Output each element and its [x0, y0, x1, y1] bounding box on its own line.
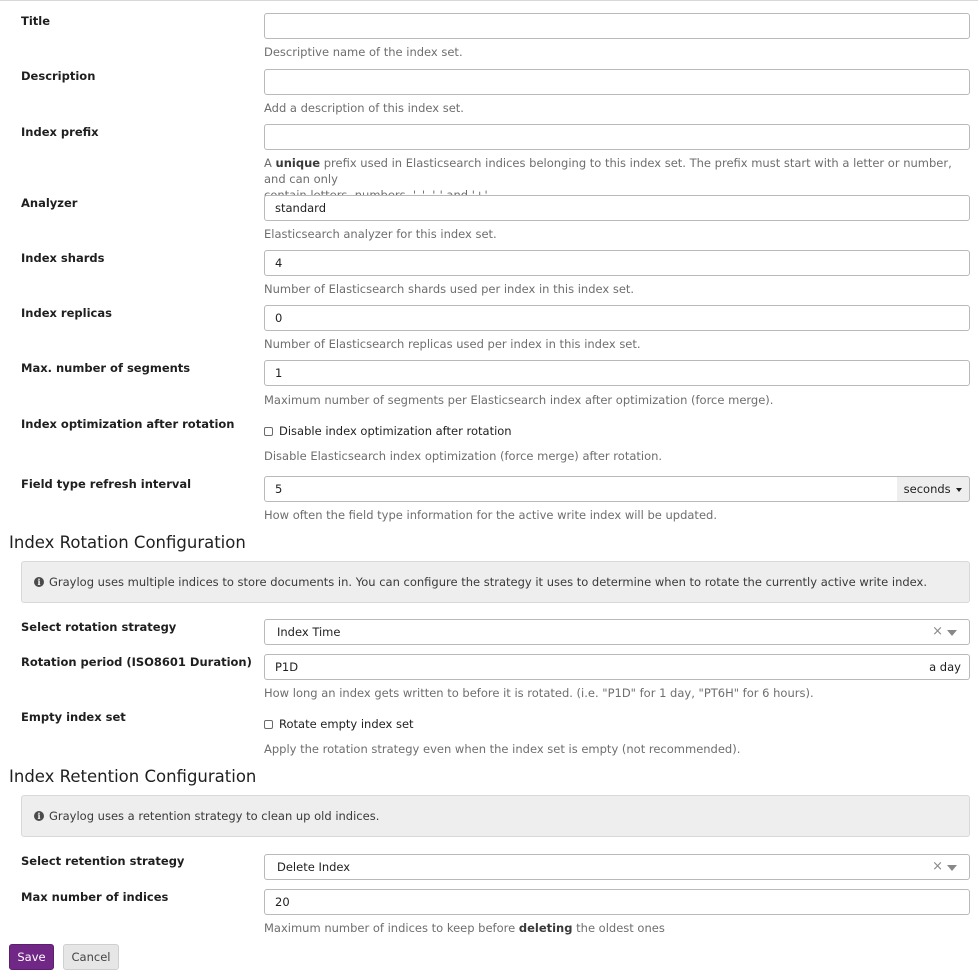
description-label: Description: [21, 69, 96, 83]
rotation-period-addon: a day: [921, 654, 970, 680]
max-indices-help: Maximum number of indices to keep before deleting the oldest ones: [264, 921, 665, 935]
refresh-unit-label: seconds: [903, 482, 951, 496]
index-prefix-input[interactable]: [264, 124, 970, 150]
index-shards-input[interactable]: 4: [264, 250, 970, 276]
disable-optimization-checkbox[interactable]: [264, 427, 273, 436]
rotation-period-help: How long an index gets written to before it is rotated. (i.e. "P1D" for 1 day, "PT6H" for 6 hours).: [264, 686, 814, 700]
max-segments-input[interactable]: 1: [264, 360, 970, 386]
rotation-info-text: Graylog uses multiple indices to store documents in. You can configure the strategy it uses to determine when to rotate the currently active write index.: [49, 575, 928, 589]
disable-optimization-checkbox-label: Disable index optimization after rotation: [279, 424, 512, 438]
index-replicas-label: Index replicas: [21, 306, 112, 320]
disable-optimization-checkbox-row[interactable]: [264, 424, 512, 438]
field-type-refresh-label: Field type refresh interval: [21, 477, 192, 491]
description-help: Add a description of this index set.: [264, 101, 464, 115]
max-segments-label: Max. number of segments: [21, 361, 191, 375]
rotation-period-label: Rotation period (ISO8601 Duration): [21, 655, 252, 669]
retention-strategy-value: Delete Index: [277, 860, 351, 874]
title-label: Title: [21, 14, 51, 28]
analyzer-help: Elasticsearch analyzer for this index set.: [264, 227, 497, 241]
field-type-refresh-help: How often the field type information for the active write index will be updated.: [264, 508, 717, 522]
analyzer-label: Analyzer: [21, 196, 78, 210]
info-circle-icon: i: [34, 811, 44, 821]
max-segments-help: Maximum number of segments per Elasticsearch index after optimization (force merge).: [264, 393, 774, 407]
max-indices-label: Max number of indices: [21, 890, 169, 904]
caret-down-icon[interactable]: [947, 630, 957, 636]
save-button[interactable]: Save: [9, 944, 54, 970]
retention-section-title: Index Retention Configuration: [9, 767, 257, 786]
index-prefix-label: Index prefix: [21, 125, 99, 139]
index-prefix-help: A unique prefix used in Elasticsearch indices belonging to this index set. The prefix must start with a letter or number, and can only: [264, 156, 952, 186]
empty-index-set-label: Empty index set: [21, 710, 126, 724]
index-shards-label: Index shards: [21, 251, 105, 265]
title-help: Descriptive name of the index set.: [264, 45, 463, 59]
clear-x-icon[interactable]: ×: [932, 859, 943, 874]
info-circle-icon: i: [34, 577, 44, 587]
rotate-empty-checkbox-row[interactable]: [264, 717, 414, 731]
clear-x-icon[interactable]: ×: [932, 624, 943, 639]
refresh-unit-dropdown[interactable]: [897, 476, 970, 502]
retention-strategy-select[interactable]: [264, 854, 970, 880]
rotation-period-input[interactable]: P1D: [264, 654, 922, 680]
retention-info-well: [21, 795, 970, 837]
rotation-info-well: [21, 561, 970, 603]
description-input[interactable]: [264, 69, 970, 95]
cancel-button[interactable]: Cancel: [63, 944, 119, 970]
rotation-strategy-value: Index Time: [277, 625, 341, 639]
rotate-empty-checkbox[interactable]: [264, 720, 273, 729]
index-optimization-label: Index optimization after rotation: [21, 417, 235, 431]
rotation-strategy-select[interactable]: [264, 619, 970, 645]
rotation-section-title: Index Rotation Configuration: [9, 533, 246, 552]
empty-index-set-help: Apply the rotation strategy even when the index set is empty (not recommended).: [264, 742, 741, 756]
index-optimization-help: Disable Elasticsearch index optimization (force merge) after rotation.: [264, 449, 663, 463]
index-replicas-input[interactable]: 0: [264, 305, 970, 331]
top-divider: [0, 0, 978, 1]
analyzer-input[interactable]: standard: [264, 195, 970, 221]
field-type-refresh-input[interactable]: 5: [264, 476, 898, 502]
caret-down-icon[interactable]: [947, 865, 957, 871]
max-indices-input[interactable]: 20: [264, 889, 970, 915]
rotate-empty-checkbox-label: Rotate empty index set: [279, 717, 414, 731]
rotation-strategy-label: Select rotation strategy: [21, 620, 177, 634]
title-input[interactable]: [264, 13, 970, 39]
index-shards-help: Number of Elasticsearch shards used per index in this index set.: [264, 282, 635, 296]
caret-down-icon: [956, 488, 962, 492]
retention-strategy-label: Select retention strategy: [21, 854, 185, 868]
index-replicas-help: Number of Elasticsearch replicas used per index in this index set.: [264, 337, 641, 351]
retention-info-text: Graylog uses a retention strategy to clean up old indices.: [49, 809, 380, 823]
